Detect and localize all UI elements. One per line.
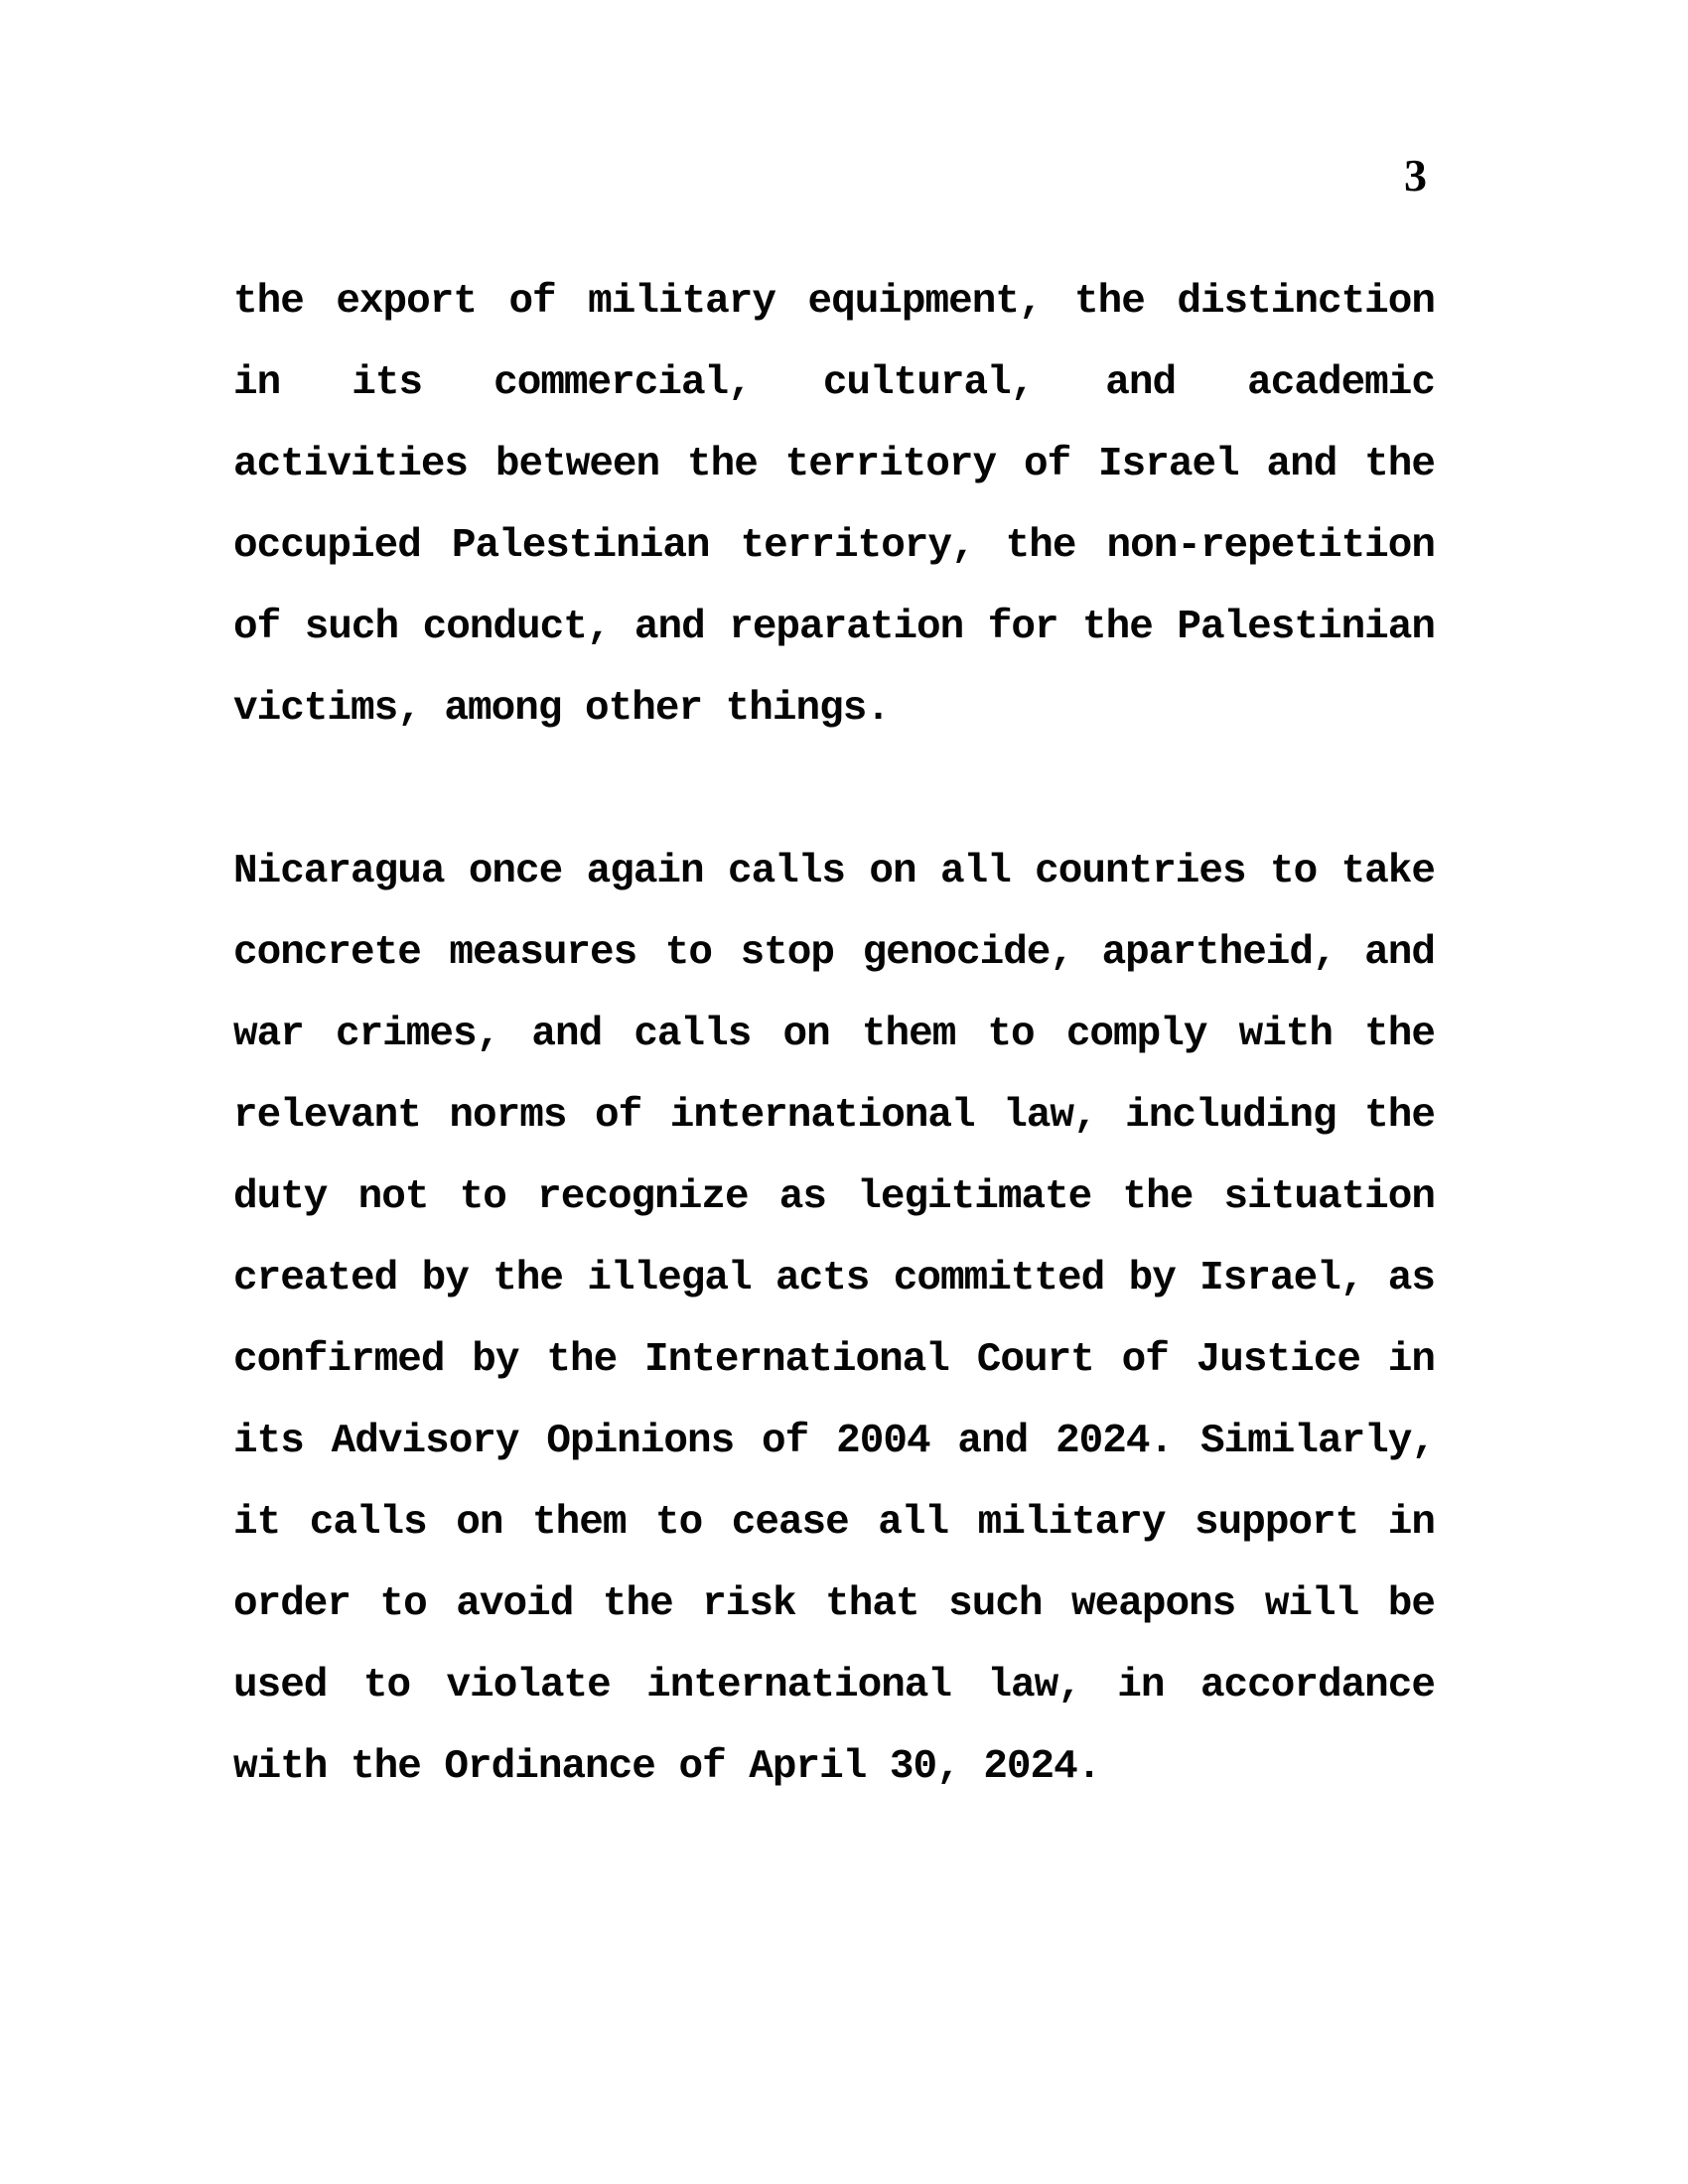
document-body bbox=[233, 261, 1435, 1808]
page-number: 3 bbox=[1404, 150, 1427, 201]
paragraph-2: Nicaragua once again calls on all countries to take concrete measures to stop genocide, apartheid, and war crimes, and calls on them to comply with the relevant norms of international law, including the duty not to recognize as legitimate the situation created by the illegal acts committed by Israel, as confirmed by the International Court of Justice in its Advisory Opinions of 2004 and 2024. Similarly, it calls on them to cease all military support in order to avoid the risk that such weapons will be used to violate international law, in accordance with the Ordinance of April 30, 2024. bbox=[233, 849, 1435, 1790]
paragraph-1: the export of military equipment, the distinction in its commercial, cultural, and academic activities between the territory of Israel and the occupied Palestinian territory, the non-repetition of such conduct, and reparation for the Palestinian victims, among other things. bbox=[233, 279, 1435, 732]
